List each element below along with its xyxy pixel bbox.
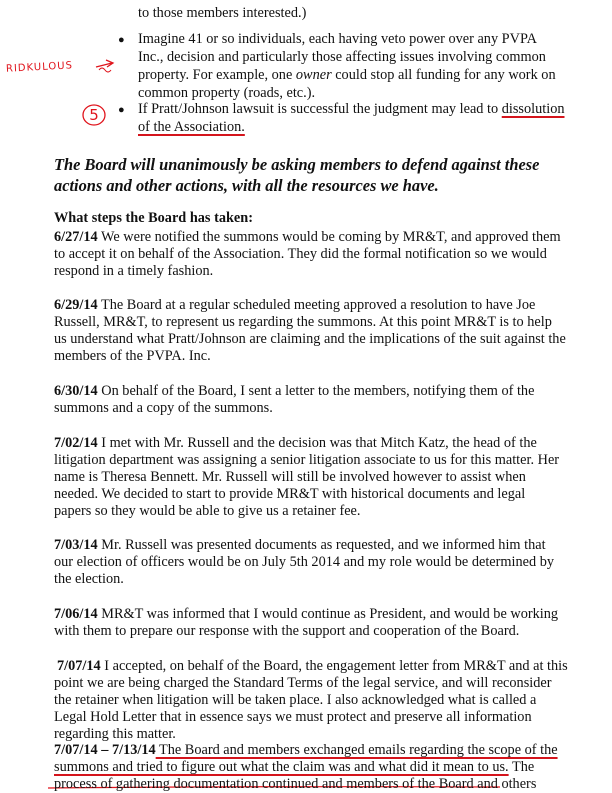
entry-7-03-line-3: the election. (54, 571, 124, 587)
entry-6-29-line-2: Russell, MR&T, to represent us regarding the summons. At this point MR&T is to help (54, 314, 552, 330)
entry-date: 6/27/14 (54, 229, 98, 245)
bullet-1-line-4: common property (roads, etc.). (138, 85, 316, 101)
entry-6-27-line-2: to accept it on behalf of the Association. They did the formal notification so we would (54, 246, 547, 262)
emphasis-owner: owner (295, 67, 332, 83)
entry-7-07-7-13-line-1 (54, 741, 558, 759)
bullet-2-line-2: of the Association. (138, 119, 245, 135)
entry-6-30-line-2: summons and a copy of the summons. (54, 400, 273, 416)
entry-date: 7/07/14 (57, 658, 101, 674)
entry-date: 7/02/14 (54, 435, 98, 451)
bullet-continuation: to those members interested.) (138, 5, 307, 21)
entry-date: 6/30/14 (54, 383, 98, 399)
bullet-1-line-1: Imagine 41 or so individuals, each having veto power over any PVPA (138, 31, 537, 47)
entry-6-27-line-1: 6/27/14 We were notified the summons would be coming by MR&T, and approved them (54, 229, 561, 245)
entry-7-07-line-2: point we are being charged the Standard Terms of the legal service, and will reconsider (54, 675, 552, 691)
entry-7-07-line-3: the retainer when litigation will be taken place. I also acknowledged what is called a (54, 692, 537, 708)
entry-7-02-line-4: needed. We decided to start to provide MR&T with historical documents and legal (54, 486, 526, 502)
entry-7-02-line-3: name is Theresa Bennett. Mr. Russell will still be involved however to assist when (54, 469, 526, 485)
bullet-1-line-2: Inc., decision and particularly those affecting issues involving common (138, 49, 546, 65)
board-statement-line-1: The Board will unanimously be asking members to defend against these (54, 155, 540, 174)
circled-number: 5 (89, 106, 99, 124)
entry-7-03-line-1: 7/03/14 Mr. Russell was presented documents as requested, and we informed him that (54, 537, 546, 553)
handwritten-note: RIDKULOUS (5, 60, 74, 75)
bullet-2-line-1: If Pratt/Johnson lawsuit is successful the judgment may lead to dissolution (138, 101, 565, 117)
bullet-1-line-3: property. For example, one owner could stop all funding for any work on (138, 67, 556, 83)
entry-6-29-line-3: us understand what Pratt/Johnson are claiming and the implications of the suit against the (54, 331, 566, 347)
entry-7-02-line-5: papers so they would be able to give us a retainer fee. (54, 503, 361, 519)
entry-date: 6/29/14 (54, 297, 98, 313)
entry-7-06-line-2: with them to prepare our response with the support and cooperation of the Board. (54, 623, 520, 639)
entry-7-03-line-2: our election of officers would be on July 5th 2014 and my role would be determined by (54, 554, 555, 570)
bullet-icon: ● (118, 104, 125, 116)
underlined-dissolution: dissolution (501, 101, 565, 117)
underlined-sentence: The Board and members exchanged emails regarding the scope of the (155, 742, 558, 758)
entry-7-07-7-13-line-2: summons and tried to figure out what the claim was and what did it mean to us. The (54, 759, 535, 775)
steps-heading: What steps the Board has taken: (54, 210, 253, 226)
entry-7-07-line-1: 7/07/14 I accepted, on behalf of the Board, the engagement letter from MR&T and at this (57, 658, 568, 674)
entry-7-06-line-1: 7/06/14 MR&T was informed that I would continue as President, and would be working (54, 606, 559, 622)
board-statement-line-2: actions and other actions, with all the resources we have. (54, 176, 439, 195)
entry-6-29-line-4: members of the PVPA. Inc. (54, 348, 211, 364)
entry-7-02-line-1: 7/02/14 I met with Mr. Russell and the decision was that Mitch Katz, the head of the (54, 435, 537, 451)
entry-date: 7/07/14 – 7/13/14 (54, 742, 156, 758)
entry-7-07-line-4: Legal Hold Letter that in essence says we must protect and preserve all information (54, 709, 532, 725)
entry-6-30-line-1: 6/30/14 On behalf of the Board, I sent a letter to the members, notifying them of the (54, 383, 535, 399)
entry-6-29-line-1: 6/29/14 The Board at a regular scheduled meeting approved a resolution to have Joe (54, 297, 536, 313)
entry-7-07-line-5: regarding this matter. (54, 726, 176, 742)
entry-6-27-line-3: respond in a timely fashion. (54, 263, 214, 279)
entry-date: 7/06/14 (54, 606, 98, 622)
bullet-icon: ● (118, 34, 125, 46)
entry-date: 7/03/14 (54, 537, 98, 553)
entry-7-07-7-13-line-3: process of gathering documentation continued and members of the Board and others (54, 776, 537, 792)
entry-7-02-line-2: litigation department was assigning a senior litigation associate to us for this matter. Her (54, 452, 560, 468)
